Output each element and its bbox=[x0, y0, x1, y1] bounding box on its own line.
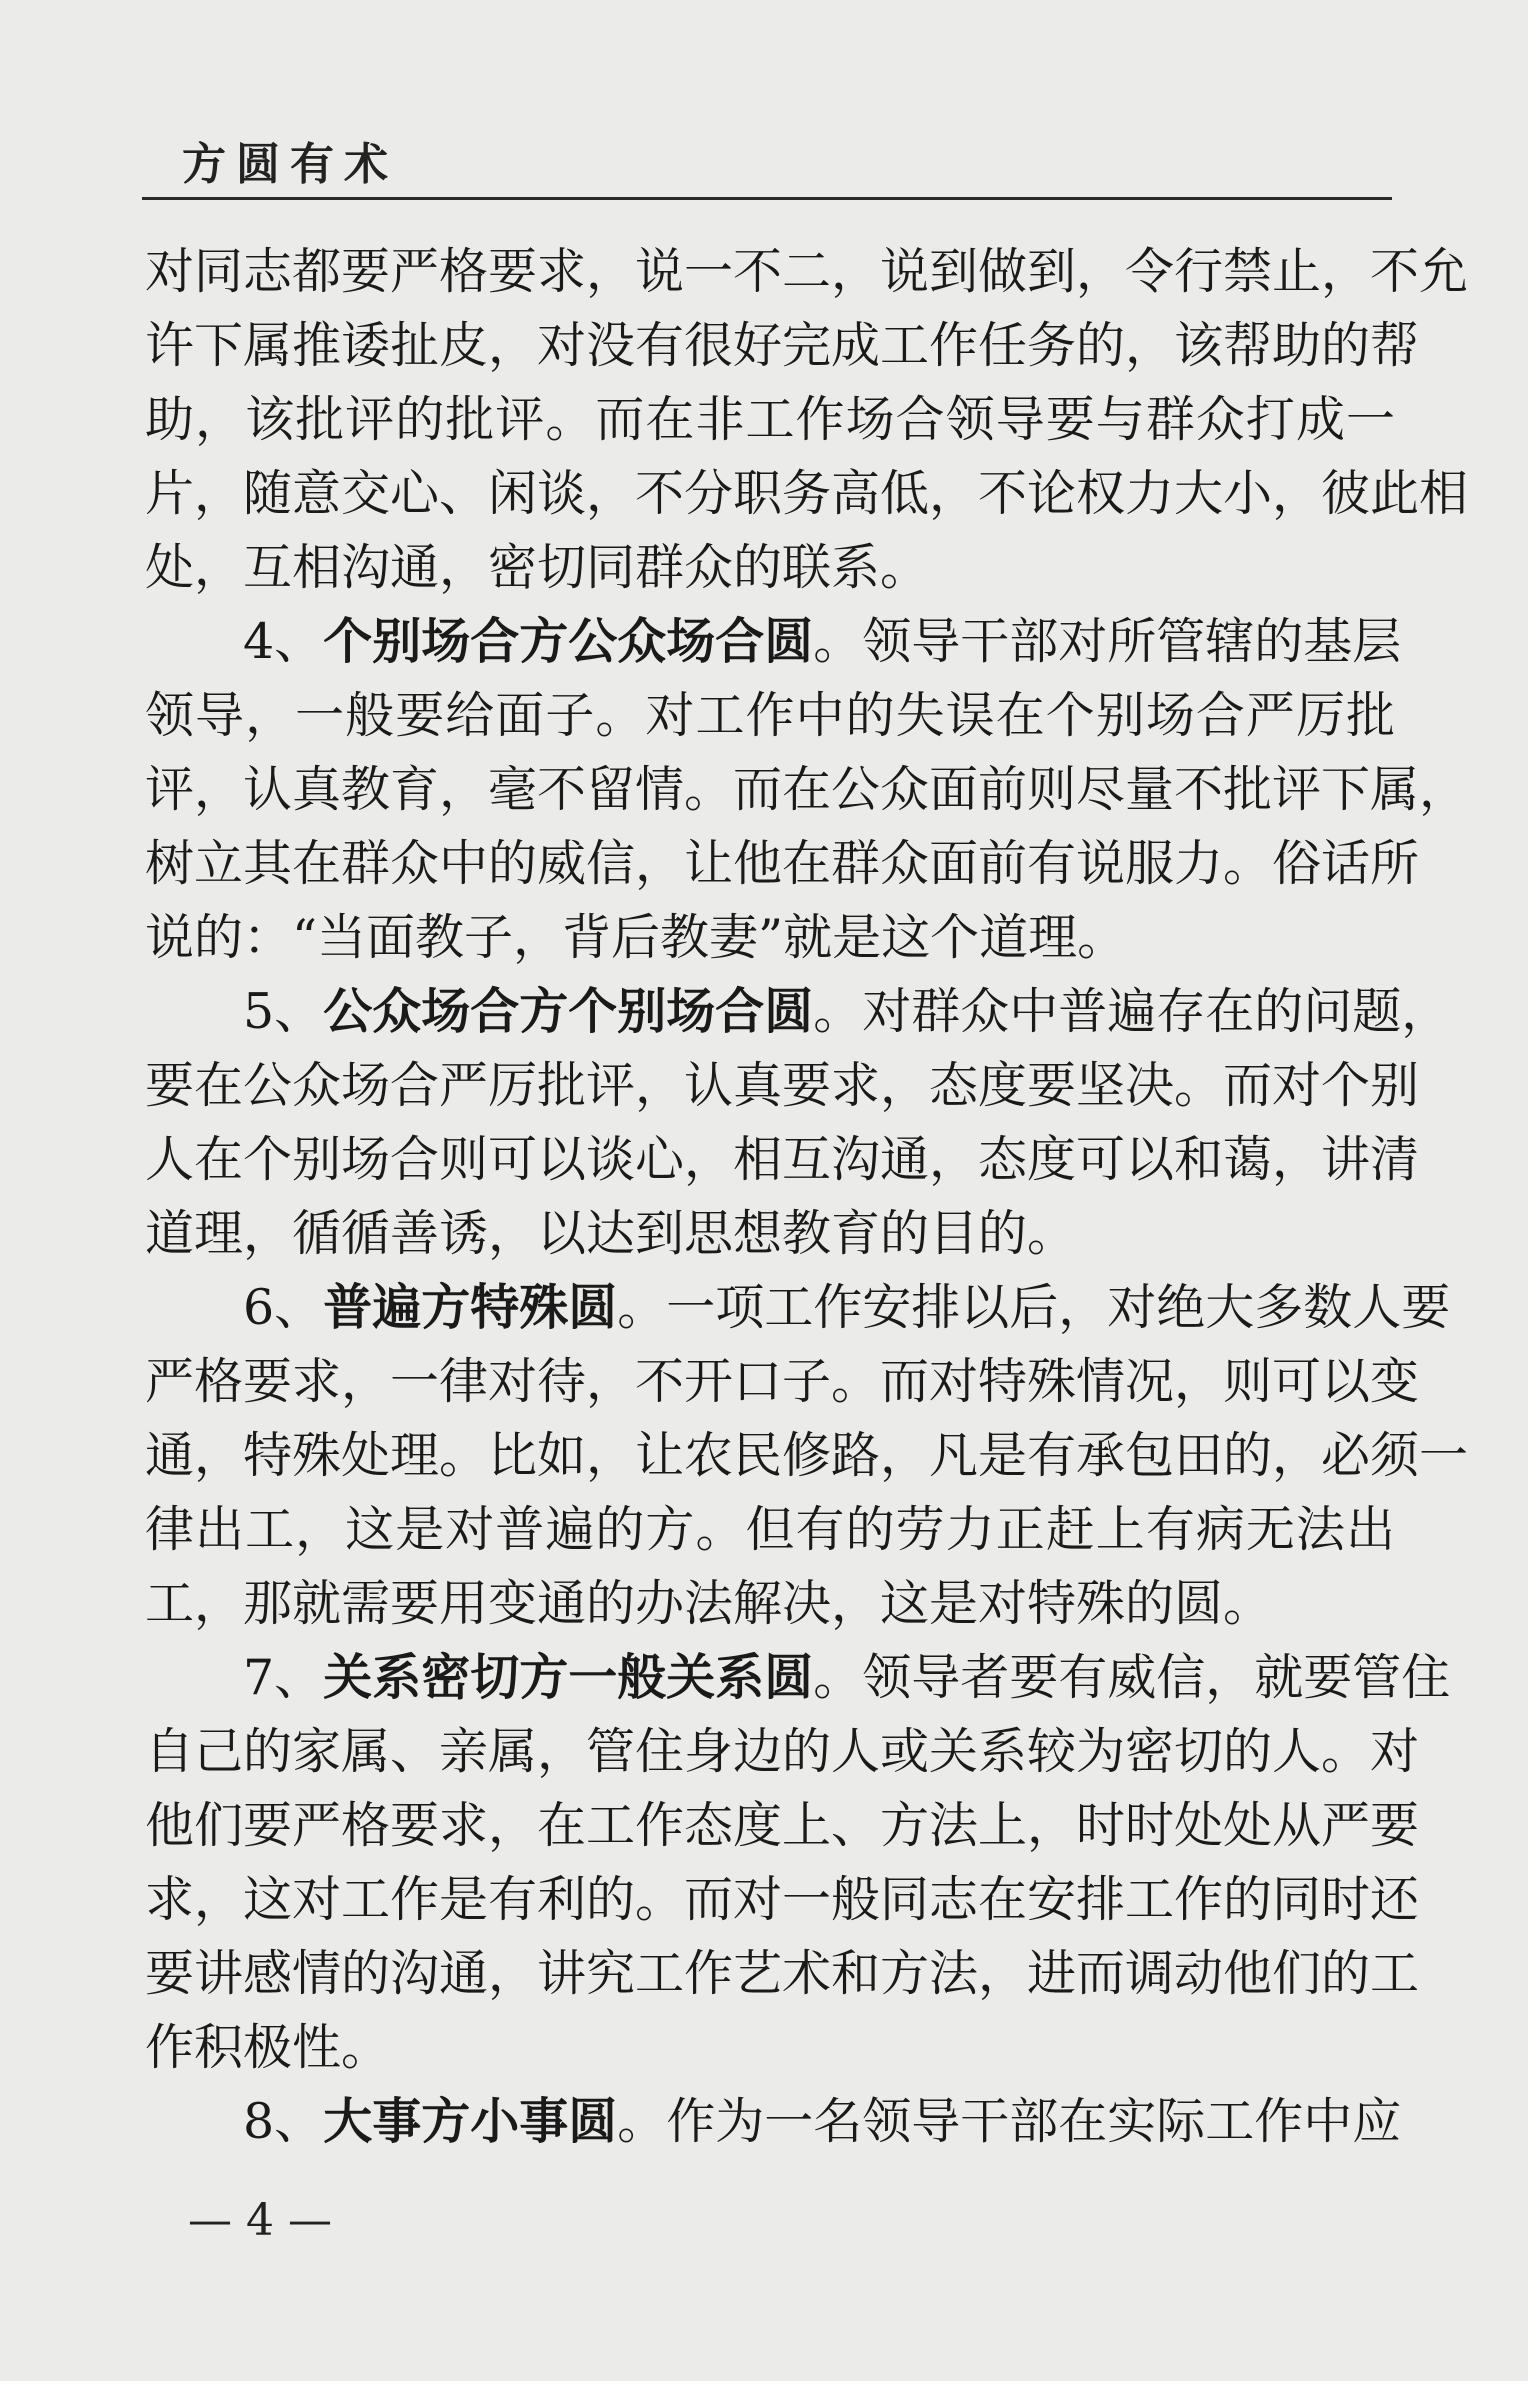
text-line: 要讲感情的沟通，讲究工作艺术和方法，进而调动他们的工 bbox=[145, 1945, 1420, 2002]
section-number: 7、 bbox=[243, 1649, 324, 1706]
text-line: 求，这对工作是有利的。而对一般同志在安排工作的同时还 bbox=[145, 1871, 1420, 1928]
text-line: 树立其在群众中的威信，让他在群众面前有说服力。俗话所 bbox=[145, 835, 1420, 892]
text-line: 作积极性。 bbox=[145, 2019, 391, 2076]
text-line: 处，互相沟通，密切同群众的联系。 bbox=[145, 539, 930, 596]
header-rule bbox=[142, 197, 1392, 200]
section-heading: 关系密切方一般关系圆 bbox=[323, 1649, 814, 1706]
text-line: 工，那就需要用变通的办法解决，这是对特殊的圆。 bbox=[145, 1575, 1273, 1632]
text-line: 许下属推诿扯皮，对没有很好完成工作任务的，该帮助的帮 bbox=[145, 317, 1420, 374]
section-heading: 个别场合方公众场合圆 bbox=[323, 613, 814, 670]
section-heading-line: 8、大事方小事圆。作为一名领导干部在实际工作中应 bbox=[243, 2093, 1402, 2150]
text-line: 说的：“当面教子，背后教妻”就是这个道理。 bbox=[145, 909, 1127, 966]
text-line: 助，该批评的批评。而在非工作场合领导要与群众打成一 bbox=[145, 391, 1395, 448]
text-line: 律出工，这是对普遍的方。但有的劳力正赶上有病无法出 bbox=[145, 1501, 1395, 1558]
text-line: 自己的家属、亲属，管住身边的人或关系较为密切的人。对 bbox=[145, 1723, 1420, 1780]
text-line: 人在个别场合则可以谈心，相互沟通，态度可以和蔼，讲清 bbox=[145, 1131, 1420, 1188]
section-heading-line: 6、普遍方特殊圆。一项工作安排以后，对绝大多数人要 bbox=[243, 1279, 1451, 1336]
section-number: 8、 bbox=[243, 2093, 324, 2150]
text-line: 道理，循循善诱，以达到思想教育的目的。 bbox=[145, 1205, 1077, 1262]
text-line: 通，特殊处理。比如，让农民修路，凡是有承包田的，必须一 bbox=[145, 1427, 1469, 1484]
section-number: 5、 bbox=[243, 983, 324, 1040]
text-line: 严格要求，一律对待，不开口子。而对特殊情况，则可以变 bbox=[145, 1353, 1420, 1410]
section-number: 4、 bbox=[243, 613, 324, 670]
section-heading: 普遍方特殊圆 bbox=[323, 1279, 618, 1336]
text-line: 要在公众场合严厉批评，认真要求，态度要坚决。而对个别 bbox=[145, 1057, 1420, 1114]
text-line: 对同志都要严格要求，说一不二，说到做到，令行禁止，不允 bbox=[145, 243, 1469, 300]
section-heading-line: 7、关系密切方一般关系圆。领导者要有威信，就要管住 bbox=[243, 1649, 1451, 1706]
section-heading: 大事方小事圆 bbox=[323, 2093, 618, 2150]
text-line: 片，随意交心、闲谈，不分职务高低，不论权力大小，彼此相 bbox=[145, 465, 1469, 522]
section-number: 6、 bbox=[243, 1279, 324, 1336]
section-heading: 公众场合方个别场合圆 bbox=[323, 983, 814, 1040]
text-line: 领导，一般要给面子。对工作中的失误在个别场合严厉批 bbox=[145, 687, 1395, 744]
section-heading-line: 5、公众场合方个别场合圆。对群众中普遍存在的问题， bbox=[243, 983, 1451, 1040]
text-line: 评，认真教育，毫不留情。而在公众面前则尽量不批评下属， bbox=[145, 761, 1469, 818]
running-title: 方圆有术 bbox=[182, 139, 398, 190]
section-heading-line: 4、个别场合方公众场合圆。领导干部对所管辖的基层 bbox=[243, 613, 1402, 670]
page-number: — 4 — bbox=[188, 2195, 332, 2246]
text-line: 他们要严格要求，在工作态度上、方法上，时时处处从严要 bbox=[145, 1797, 1420, 1854]
body-text bbox=[145, 235, 1469, 2159]
